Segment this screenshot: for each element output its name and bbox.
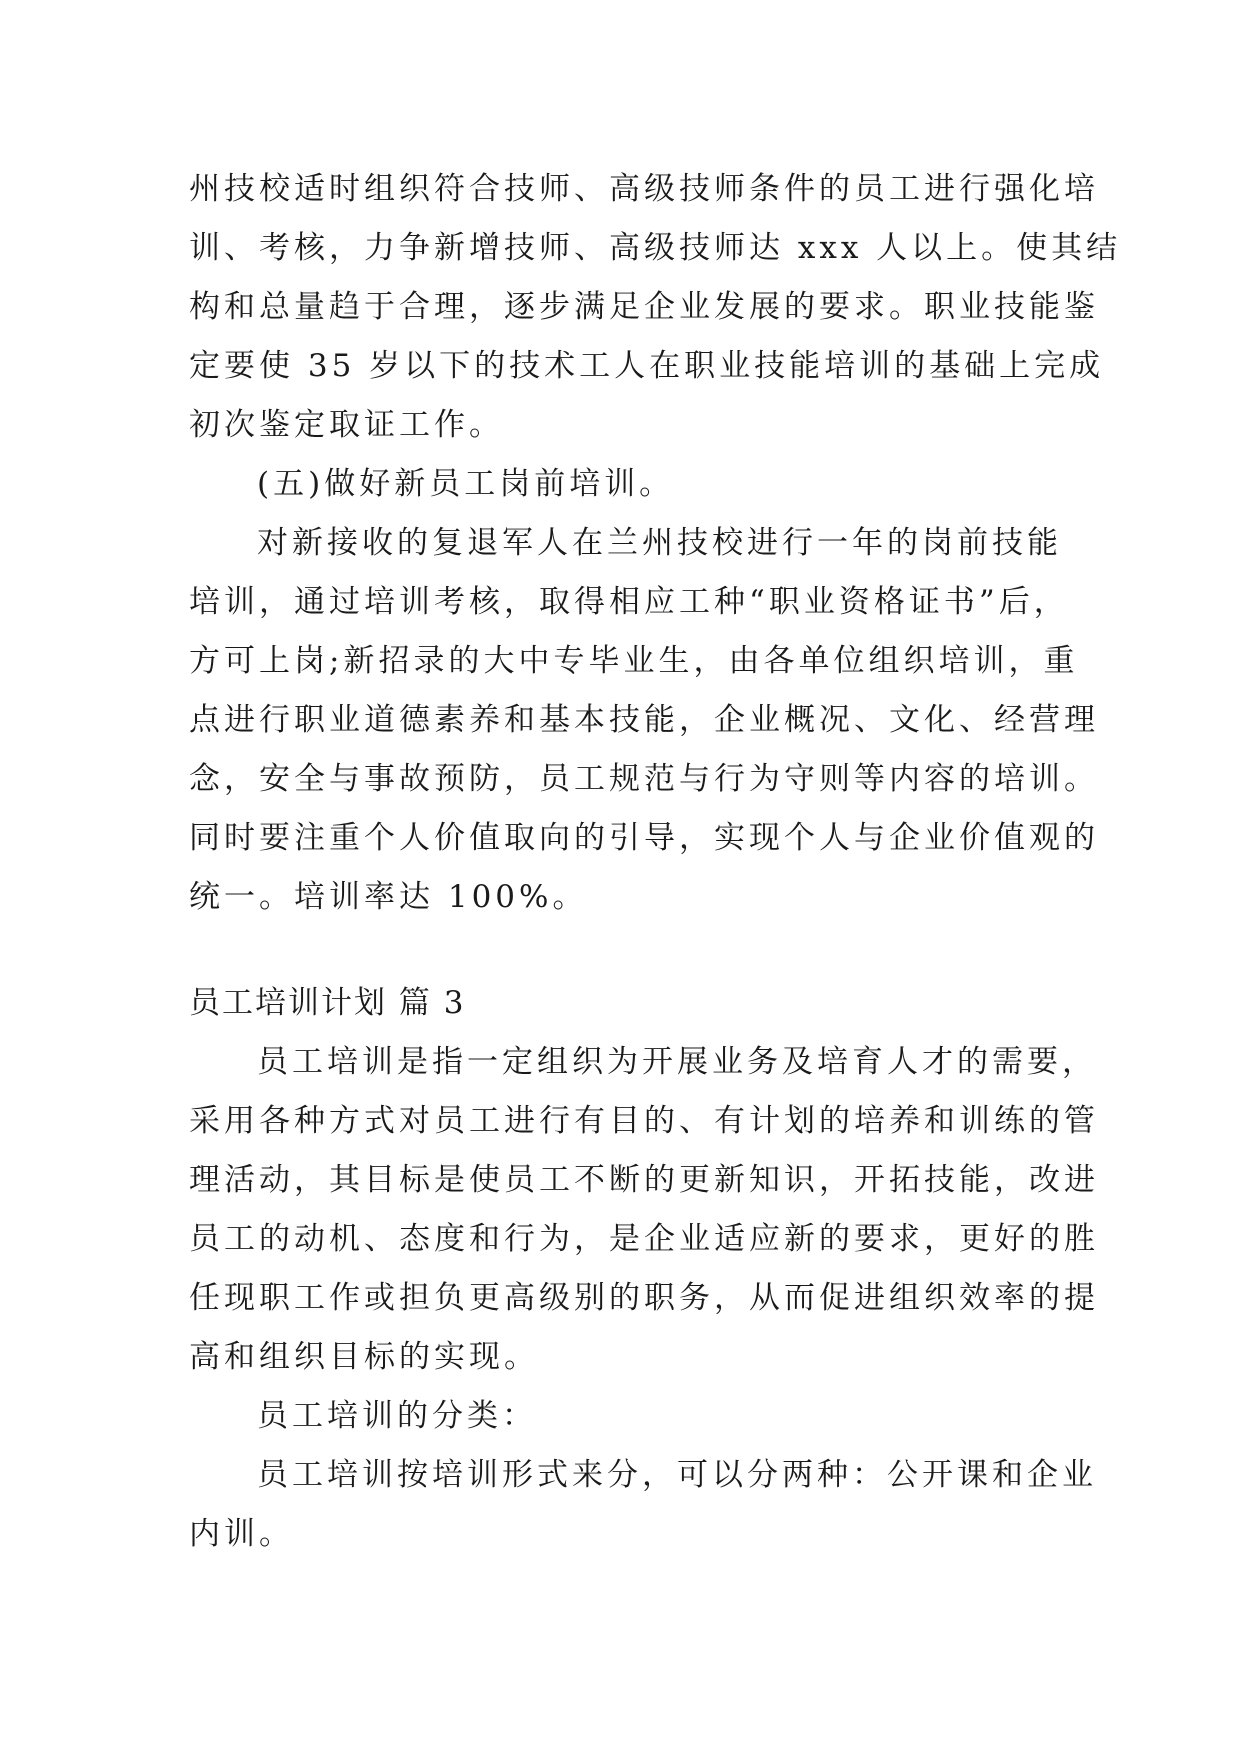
category-title: 员工培训的分类： xyxy=(257,1398,537,1434)
document-body xyxy=(189,160,1122,1564)
paragraph-line: 同时要注重个人价值取向的引导，实现个人与企业价值观的 xyxy=(189,820,1099,856)
paragraph-line: 内训。 xyxy=(189,1516,294,1552)
paragraph-line: 初次鉴定取证工作。 xyxy=(189,407,504,443)
paragraph-line: 采用各种方式对员工进行有目的、有计划的培养和训练的管 xyxy=(189,1103,1099,1139)
paragraph-line: 念，安全与事故预防，员工规范与行为守则等内容的培训。 xyxy=(189,761,1099,797)
paragraph-line: 对新接收的复退军人在兰州技校进行一年的岗前技能 xyxy=(257,525,1062,561)
paragraph-line: 方可上岗;新招录的大中专毕业生，由各单位组织培训，重 xyxy=(189,643,1079,679)
paragraph-line: 定要使 35 岁以下的技术工人在职业技能培训的基础上完成 xyxy=(189,348,1105,384)
section-2 xyxy=(189,974,1099,1564)
section-1 xyxy=(189,160,1122,927)
paragraph-line: 构和总量趋于合理，逐步满足企业发展的要求。职业技能鉴 xyxy=(189,289,1099,325)
paragraph-line: 培训，通过培训考核，取得相应工种“职业资格证书”后， xyxy=(189,584,1069,620)
paragraph-line: 理活动，其目标是使员工不断的更新知识，开拓技能，改进 xyxy=(189,1162,1099,1198)
paragraph-line: 员工的动机、态度和行为，是企业适应新的要求，更好的胜 xyxy=(189,1221,1099,1257)
paragraph-line: 员工培训是指一定组织为开展业务及培育人才的需要， xyxy=(257,1044,1097,1080)
section-heading: 员工培训计划 篇 3 xyxy=(189,985,466,1021)
paragraph-line: 高和组织目标的实现。 xyxy=(189,1339,539,1375)
paragraph-line: 任现职工作或担负更高级别的职务，从而促进组织效率的提 xyxy=(189,1280,1099,1316)
paragraph-line: 统一。培训率达 100%。 xyxy=(189,879,588,915)
item-5-title: (五)做好新员工岗前培训。 xyxy=(257,466,675,502)
paragraph-line: 训、考核，力争新增技师、高级技师达 xxx 人以上。使其结 xyxy=(189,230,1122,266)
paragraph-line: 点进行职业道德素养和基本技能，企业概况、文化、经营理 xyxy=(189,702,1099,738)
paragraph-line: 州技校适时组织符合技师、高级技师条件的员工进行强化培 xyxy=(189,171,1099,207)
paragraph-line: 员工培训按培训形式来分，可以分两种：公开课和企业 xyxy=(257,1457,1097,1493)
